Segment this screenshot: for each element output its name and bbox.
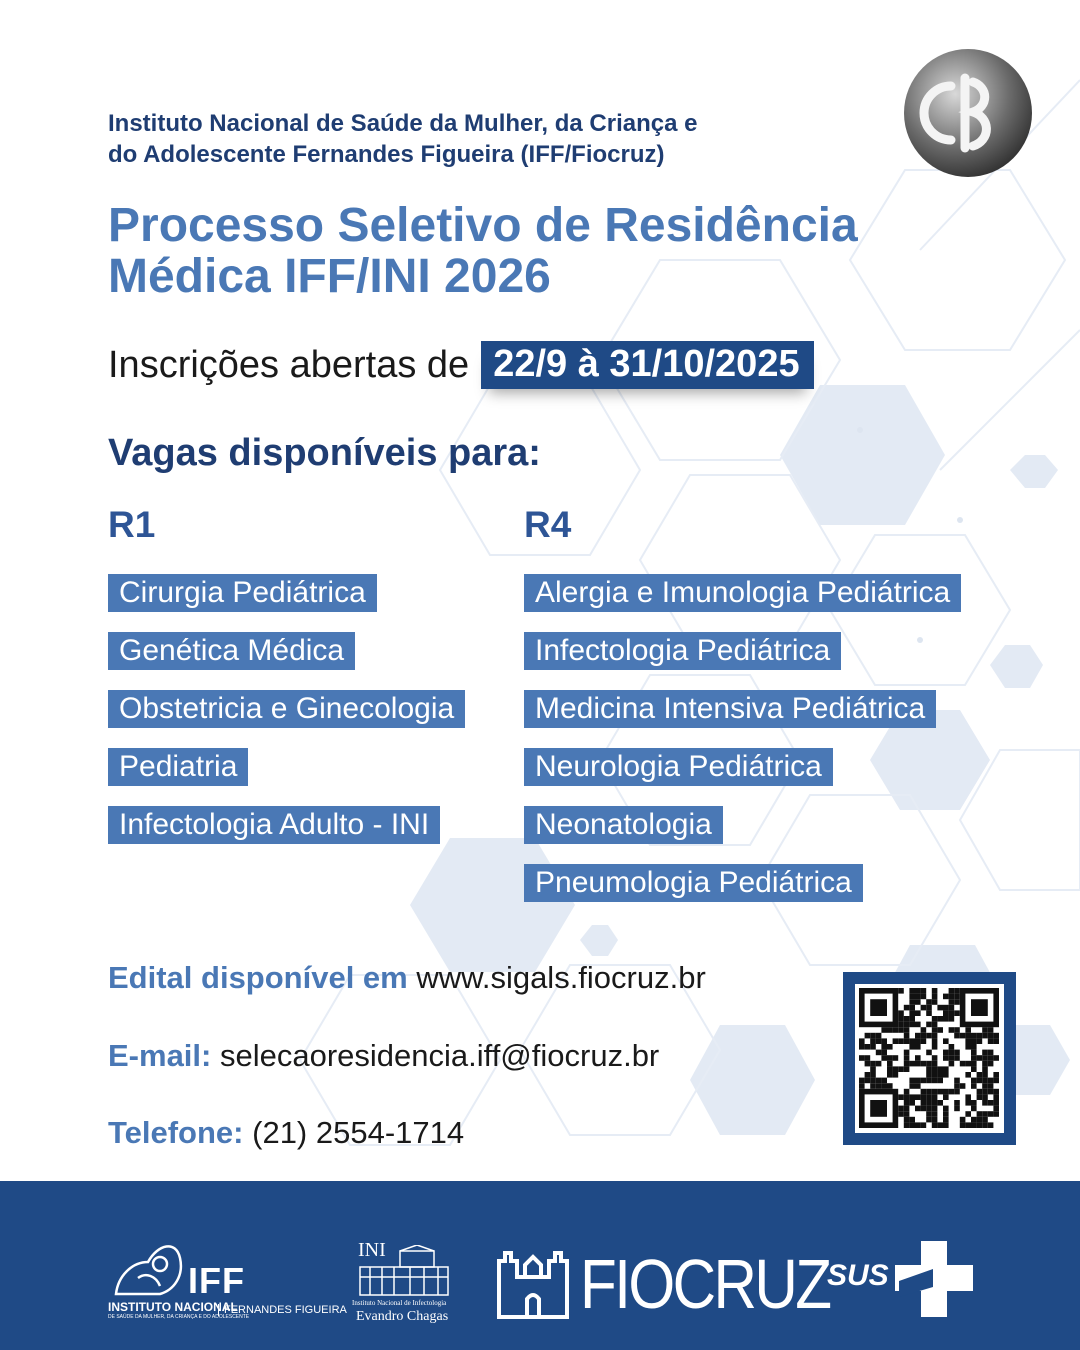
r1-specialty-tag: Obstetricia e Ginecologia	[108, 690, 465, 728]
r1-specialty-tag: Genética Médica	[108, 632, 355, 670]
edital-label: Edital disponível em	[108, 960, 408, 995]
vacancies-heading: Vagas disponíveis para:	[108, 432, 541, 474]
footer-logo-bar	[0, 1181, 1080, 1350]
iff-ff: FERNANDES FIGUEIRA	[218, 1304, 347, 1316]
r1-specialty-tag: Infectologia Adulto - INI	[108, 806, 440, 844]
r1-heading: R1	[108, 504, 156, 545]
title-line-1: Processo Seletivo de Residência	[108, 199, 858, 252]
r4-heading: R4	[524, 504, 572, 545]
edital-line	[108, 960, 706, 996]
ini-sub: Instituto Nacional de Infectologia	[352, 1299, 447, 1307]
mother-child-icon	[108, 1236, 188, 1298]
iff-inst: INSTITUTO NACIONAL	[108, 1300, 238, 1314]
r4-specialty-tag: Neurologia Pediátrica	[524, 748, 833, 786]
registration-period	[108, 341, 814, 389]
email-link[interactable]: selecaoresidencia.iff@fiocruz.br	[219, 1038, 660, 1073]
phone-line	[108, 1115, 464, 1151]
ini-logo	[352, 1239, 456, 1329]
sus-wordmark: SUS	[827, 1259, 889, 1292]
edital-url-link[interactable]: www.sigals.fiocruz.br	[416, 960, 706, 995]
r4-specialty-list	[524, 574, 961, 902]
ini-abbr: INI	[358, 1239, 386, 1261]
page-title	[108, 200, 928, 302]
phone-label: Telefone:	[108, 1115, 244, 1150]
r4-specialty-tag: Pneumologia Pediátrica	[524, 864, 863, 902]
r4-specialty-tag: Alergia e Imunologia Pediátrica	[524, 574, 961, 612]
r1-specialty-list	[108, 574, 465, 844]
registration-label: Inscrições abertas de	[108, 343, 470, 386]
title-line-2: Médica IFF/INI 2026	[108, 250, 551, 303]
email-line	[108, 1038, 659, 1074]
qr-code-icon	[855, 984, 1004, 1133]
institution-line-1: Instituto Nacional de Saúde da Mulher, da Criança e	[108, 110, 698, 137]
ini-name: Evandro Chagas	[356, 1309, 449, 1324]
r4-specialty-tag: Neonatologia	[524, 806, 723, 844]
qr-code-image	[855, 984, 1004, 1133]
r1-specialty-tag: Cirurgia Pediátrica	[108, 574, 377, 612]
qr-code[interactable]	[843, 972, 1016, 1145]
email-label: E-mail:	[108, 1038, 212, 1073]
institution-name	[108, 108, 868, 170]
registration-dates-badge: 22/9 à 31/10/2025	[481, 341, 813, 389]
iff-sub: DE SAÚDE DA MULHER, DA CRIANÇA E DO ADOLESCENTE	[108, 1314, 250, 1320]
r1-specialty-tag: Pediatria	[108, 748, 248, 786]
ini-building-icon	[356, 1245, 452, 1297]
iff-name: IFF	[188, 1260, 245, 1301]
fiocruz-castle-icon	[495, 1239, 571, 1319]
fiocruz-emblem-icon	[903, 48, 1033, 178]
r4-specialty-tag: Medicina Intensiva Pediátrica	[524, 690, 936, 728]
phone-number: (21) 2554-1714	[252, 1115, 465, 1150]
sus-cross-icon	[895, 1241, 973, 1317]
institution-line-2: do Adolescente Fernandes Figueira (IFF/Fiocruz)	[108, 141, 665, 168]
fiocruz-wordmark: FIOCRUZ	[580, 1245, 830, 1323]
r4-specialty-tag: Infectologia Pediátrica	[524, 632, 841, 670]
iff-logo	[108, 1236, 347, 1326]
